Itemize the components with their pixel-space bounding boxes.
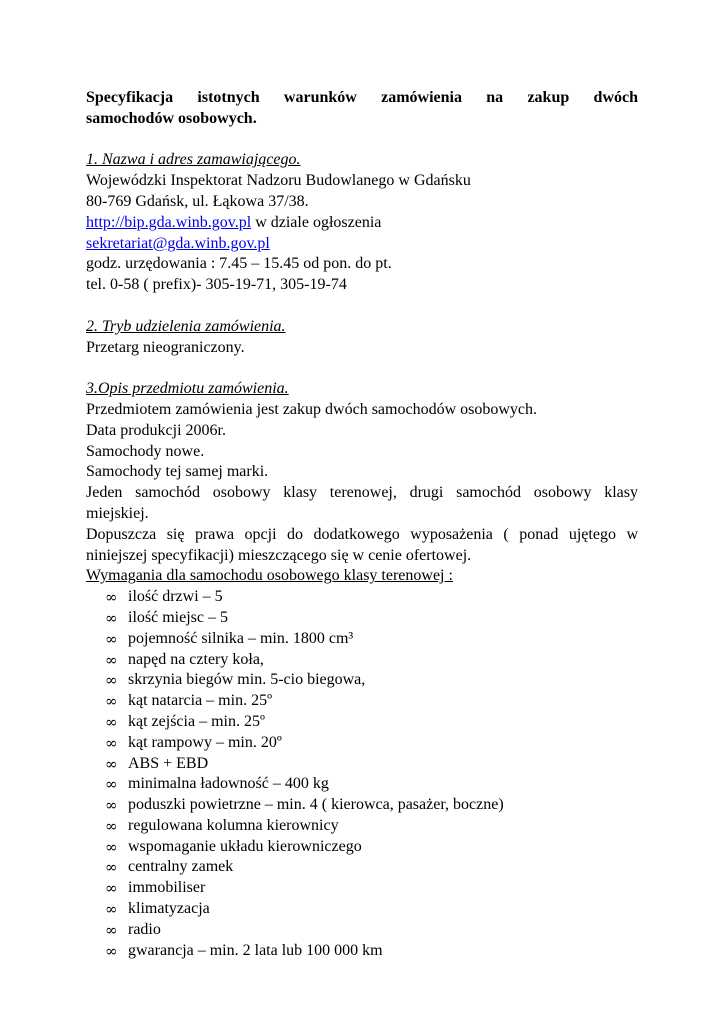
requirement-text: poduszki powietrzne – min. 4 ( kierowca, pasażer, boczne) (128, 796, 504, 814)
email-link[interactable]: sekretariat@gda.winb.gov.pl (86, 234, 270, 252)
requirement-item (86, 608, 638, 629)
requirement-text: kąt rampowy – min. 20º (128, 733, 282, 751)
section-2-heading: 2. Tryb udzielenia zamówienia. (86, 317, 286, 335)
requirement-text: gwarancja – min. 2 lata lub 100 000 km (128, 941, 383, 959)
requirement-text: ilość miejsc – 5 (128, 608, 228, 626)
phone-numbers: tel. 0-58 ( prefix)- 305-19-71, 305-19-74 (86, 276, 347, 294)
requirement-item (86, 587, 638, 608)
requirement-item (86, 795, 638, 816)
requirement-text: ilość drzwi – 5 (128, 588, 223, 606)
procedure-type: Przetarg nieograniczony. (86, 338, 245, 356)
requirement-item (86, 670, 638, 691)
website-line (86, 213, 638, 234)
subject-paragraph-1: Przedmiotem zamówienia jest zakup dwóch samochodów osobowych. (86, 400, 537, 418)
requirement-text: pojemność silnika – min. 1800 cm³ (128, 629, 354, 647)
requirement-text: radio (128, 920, 161, 938)
requirement-text: minimalna ładowność – 400 kg (128, 775, 329, 793)
requirements-list (86, 587, 638, 961)
infinity-bullet-icon: ∞ (105, 796, 118, 815)
infinity-bullet-icon: ∞ (105, 733, 118, 752)
infinity-bullet-icon: ∞ (105, 941, 118, 960)
requirement-item (86, 941, 638, 962)
requirement-item (86, 837, 638, 858)
requirement-text: centralny zamek (128, 858, 234, 876)
section-3-heading: 3.Opis przedmiotu zamówienia. (86, 380, 289, 398)
requirement-text: immobiliser (128, 879, 206, 897)
requirement-text: klimatyzacja (128, 900, 210, 918)
requirement-item (86, 733, 638, 754)
section-subject (86, 379, 638, 961)
requirement-item (86, 774, 638, 795)
requirement-item (86, 920, 638, 941)
requirement-item (86, 650, 638, 671)
requirement-text: wspomaganie układu kierowniczego (128, 837, 362, 855)
infinity-bullet-icon: ∞ (105, 775, 118, 794)
requirement-item (86, 878, 638, 899)
requirement-text: ABS + EBD (128, 754, 209, 772)
subject-paragraph-3: Samochody nowe. (86, 442, 205, 460)
document-title (86, 88, 638, 130)
subject-paragraph-6-line-2: niniejszej specyfikacji) mieszczącego się w cenie ofertowej. (86, 546, 472, 564)
requirement-text: regulowana kolumna kierownicy (128, 816, 339, 834)
website-link[interactable]: http://bip.gda.winb.gov.pl (86, 213, 252, 231)
title-line-1: Specyfikacja istotnych warunków zamówienia na zakup dwóch (86, 89, 638, 106)
requirement-item (86, 754, 638, 775)
infinity-bullet-icon: ∞ (105, 692, 118, 711)
infinity-bullet-icon: ∞ (105, 712, 118, 731)
requirements-heading-line (86, 566, 638, 587)
infinity-bullet-icon: ∞ (105, 608, 118, 627)
subject-paragraph-6-line-1: Dopuszcza się prawa opcji do dodatkowego wyposażenia ( ponad ujętego w (86, 525, 638, 543)
organization-address: 80-769 Gdańsk, ul. Łąkowa 37/38. (86, 192, 309, 210)
requirement-item (86, 899, 638, 920)
office-hours: godz. urzędowania : 7.45 – 15.45 od pon. do pt. (86, 255, 392, 273)
requirement-item (86, 857, 638, 878)
infinity-bullet-icon: ∞ (105, 879, 118, 898)
requirement-text: kąt natarcia – min. 25º (128, 692, 273, 710)
infinity-bullet-icon: ∞ (105, 920, 118, 939)
spacer (86, 358, 638, 379)
requirement-text: skrzynia biegów min. 5-cio biegowa, (128, 671, 366, 689)
requirement-item (86, 712, 638, 733)
infinity-bullet-icon: ∞ (105, 629, 118, 648)
infinity-bullet-icon: ∞ (105, 671, 118, 690)
requirement-text: kąt zejścia – min. 25º (128, 712, 265, 730)
email-line (86, 234, 638, 255)
requirement-item (86, 629, 638, 650)
subject-paragraph-2: Data produkcji 2006r. (86, 421, 226, 439)
infinity-bullet-icon: ∞ (105, 588, 118, 607)
infinity-bullet-icon: ∞ (105, 650, 118, 669)
infinity-bullet-icon: ∞ (105, 900, 118, 919)
website-suffix: w dziale ogłoszenia (251, 213, 382, 231)
subject-paragraph-5-line-1: Jeden samochód osobowy klasy terenowej, drugi samochód osobowy klasy (86, 484, 638, 502)
section-procedure (86, 317, 638, 359)
infinity-bullet-icon: ∞ (105, 754, 118, 773)
section-contracting-authority (86, 150, 638, 296)
infinity-bullet-icon: ∞ (105, 816, 118, 835)
subject-paragraph-4: Samochody tej samej marki. (86, 463, 269, 481)
document-page (86, 88, 638, 961)
requirement-text: napęd na cztery koła, (128, 650, 264, 668)
spacer (86, 296, 638, 317)
section-1-heading: 1. Nazwa i adres zamawiającego. (86, 151, 301, 169)
requirements-heading: Wymagania dla samochodu osobowego klasy terenowej : (86, 567, 453, 585)
requirement-item (86, 816, 638, 837)
organization-name: Wojewódzki Inspektorat Nadzoru Budowlanego w Gdańsku (86, 172, 471, 190)
infinity-bullet-icon: ∞ (105, 837, 118, 856)
subject-paragraph-5-line-2: miejskiej. (86, 504, 149, 522)
spacer (86, 130, 638, 151)
infinity-bullet-icon: ∞ (105, 858, 118, 877)
requirement-item (86, 691, 638, 712)
title-line-2: samochodów osobowych. (86, 109, 257, 127)
